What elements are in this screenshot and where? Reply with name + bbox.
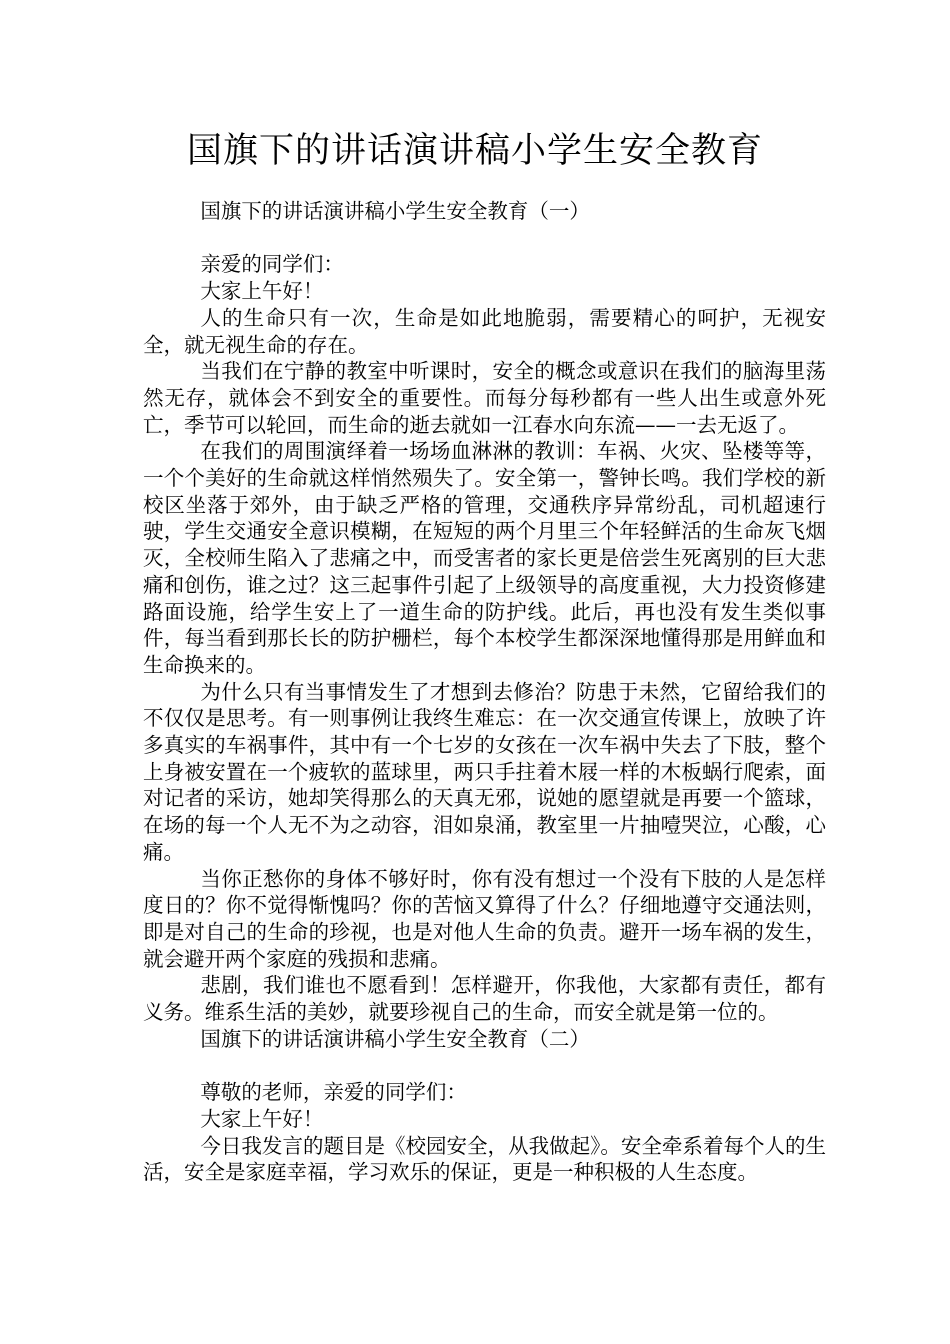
paragraph: 当你正愁你的身体不够好时，你有没有想过一个没有下肢的人是怎样度日的？你不觉得惭愧吗？你的苦恼又算得了什么？仔细地遵守交通法则，即是对自己的生命的珍视，也是对他人生命的负责。避开一场车祸的发生，就会避开两个家庭的残损和悲痛。: [143, 866, 826, 971]
section-heading-2: 国旗下的讲话演讲稿小学生安全教育（二）: [200, 1026, 590, 1051]
greeting: 大家上午好！: [200, 279, 324, 304]
paragraph: 今日我发言的题目是《校园安全，从我做起》。安全牵系着每个人的生活，安全是家庭幸福，学习欢乐的保证，更是一种积极的人生态度。: [143, 1133, 826, 1185]
salutation: 尊敬的老师，亲爱的同学们：: [200, 1080, 467, 1105]
paragraph: 当我们在宁静的教室中听课时，安全的概念或意识在我们的脑海里荡然无存，就体会不到安全的重要性。而每分每秒都有一些人出生或意外死亡，季节可以轮回，而生命的逝去就如一江春水向东流——一去无返了。: [143, 359, 826, 437]
section-heading-1: 国旗下的讲话演讲稿小学生安全教育（一）: [200, 199, 590, 223]
paragraph: 人的生命只有一次，生命是如此地脆弱，需要精心的呵护，无视安全，就无视生命的存在。: [143, 305, 826, 357]
paragraph: 在我们的周围演绎着一场场血淋淋的教训：车祸、火灾、坠楼等等，一个个美好的生命就这样悄然殒失了。安全第一，警钟长鸣。我们学校的新校区坐落于郊外，由于缺乏严格的管理，交通秩序异常纷乱，司机超速行驶，学生交通安全意识模糊，在短短的两个月里三个年轻鲜活的生命灰飞烟灭，全校师生陷入了悲痛之中，而受害者的家长更是倍尝生死离别的巨大悲痛和创伤，谁之过？这三起事件引起了上级领导的高度重视，大力投资修建路面设施，给学生安上了一道生命的防护线。此后，再也没有发生类似事件，每当看到那长长的防护栅栏，每个本校学生都深深地懂得那是用鲜血和生命换来的。: [143, 439, 826, 677]
paragraph: 为什么只有当事情发生了才想到去修治？防患于未然，它留给我们的不仅仅是思考。有一则事例让我终生难忘：在一次交通宣传课上，放映了许多真实的车祸事件，其中有一个七岁的女孩在一次车祸中失去了下肢，整个上身被安置在一个疲软的蓝球里，两只手拄着木屐一样的木板蜗行爬索，面对记者的采访，她却笑得那么的天真无邪，说她的愿望就是再要一个篮球，在场的每一个人无不为之动容，泪如泉涌，教室里一片抽噎哭泣，心酸，心痛。: [143, 679, 826, 864]
paragraph: 悲剧，我们谁也不愿看到！怎样避开，你我他，大家都有责任，都有义务。维系生活的美妙，就要珍视自己的生命，而安全就是第一位的。: [143, 973, 826, 1025]
salutation: 亲爱的同学们：: [200, 252, 344, 277]
document-title: 国旗下的讲话演讲稿小学生安全教育: [186, 131, 763, 171]
document-body: [143, 198, 826, 1186]
greeting: 大家上午好！: [200, 1106, 324, 1131]
